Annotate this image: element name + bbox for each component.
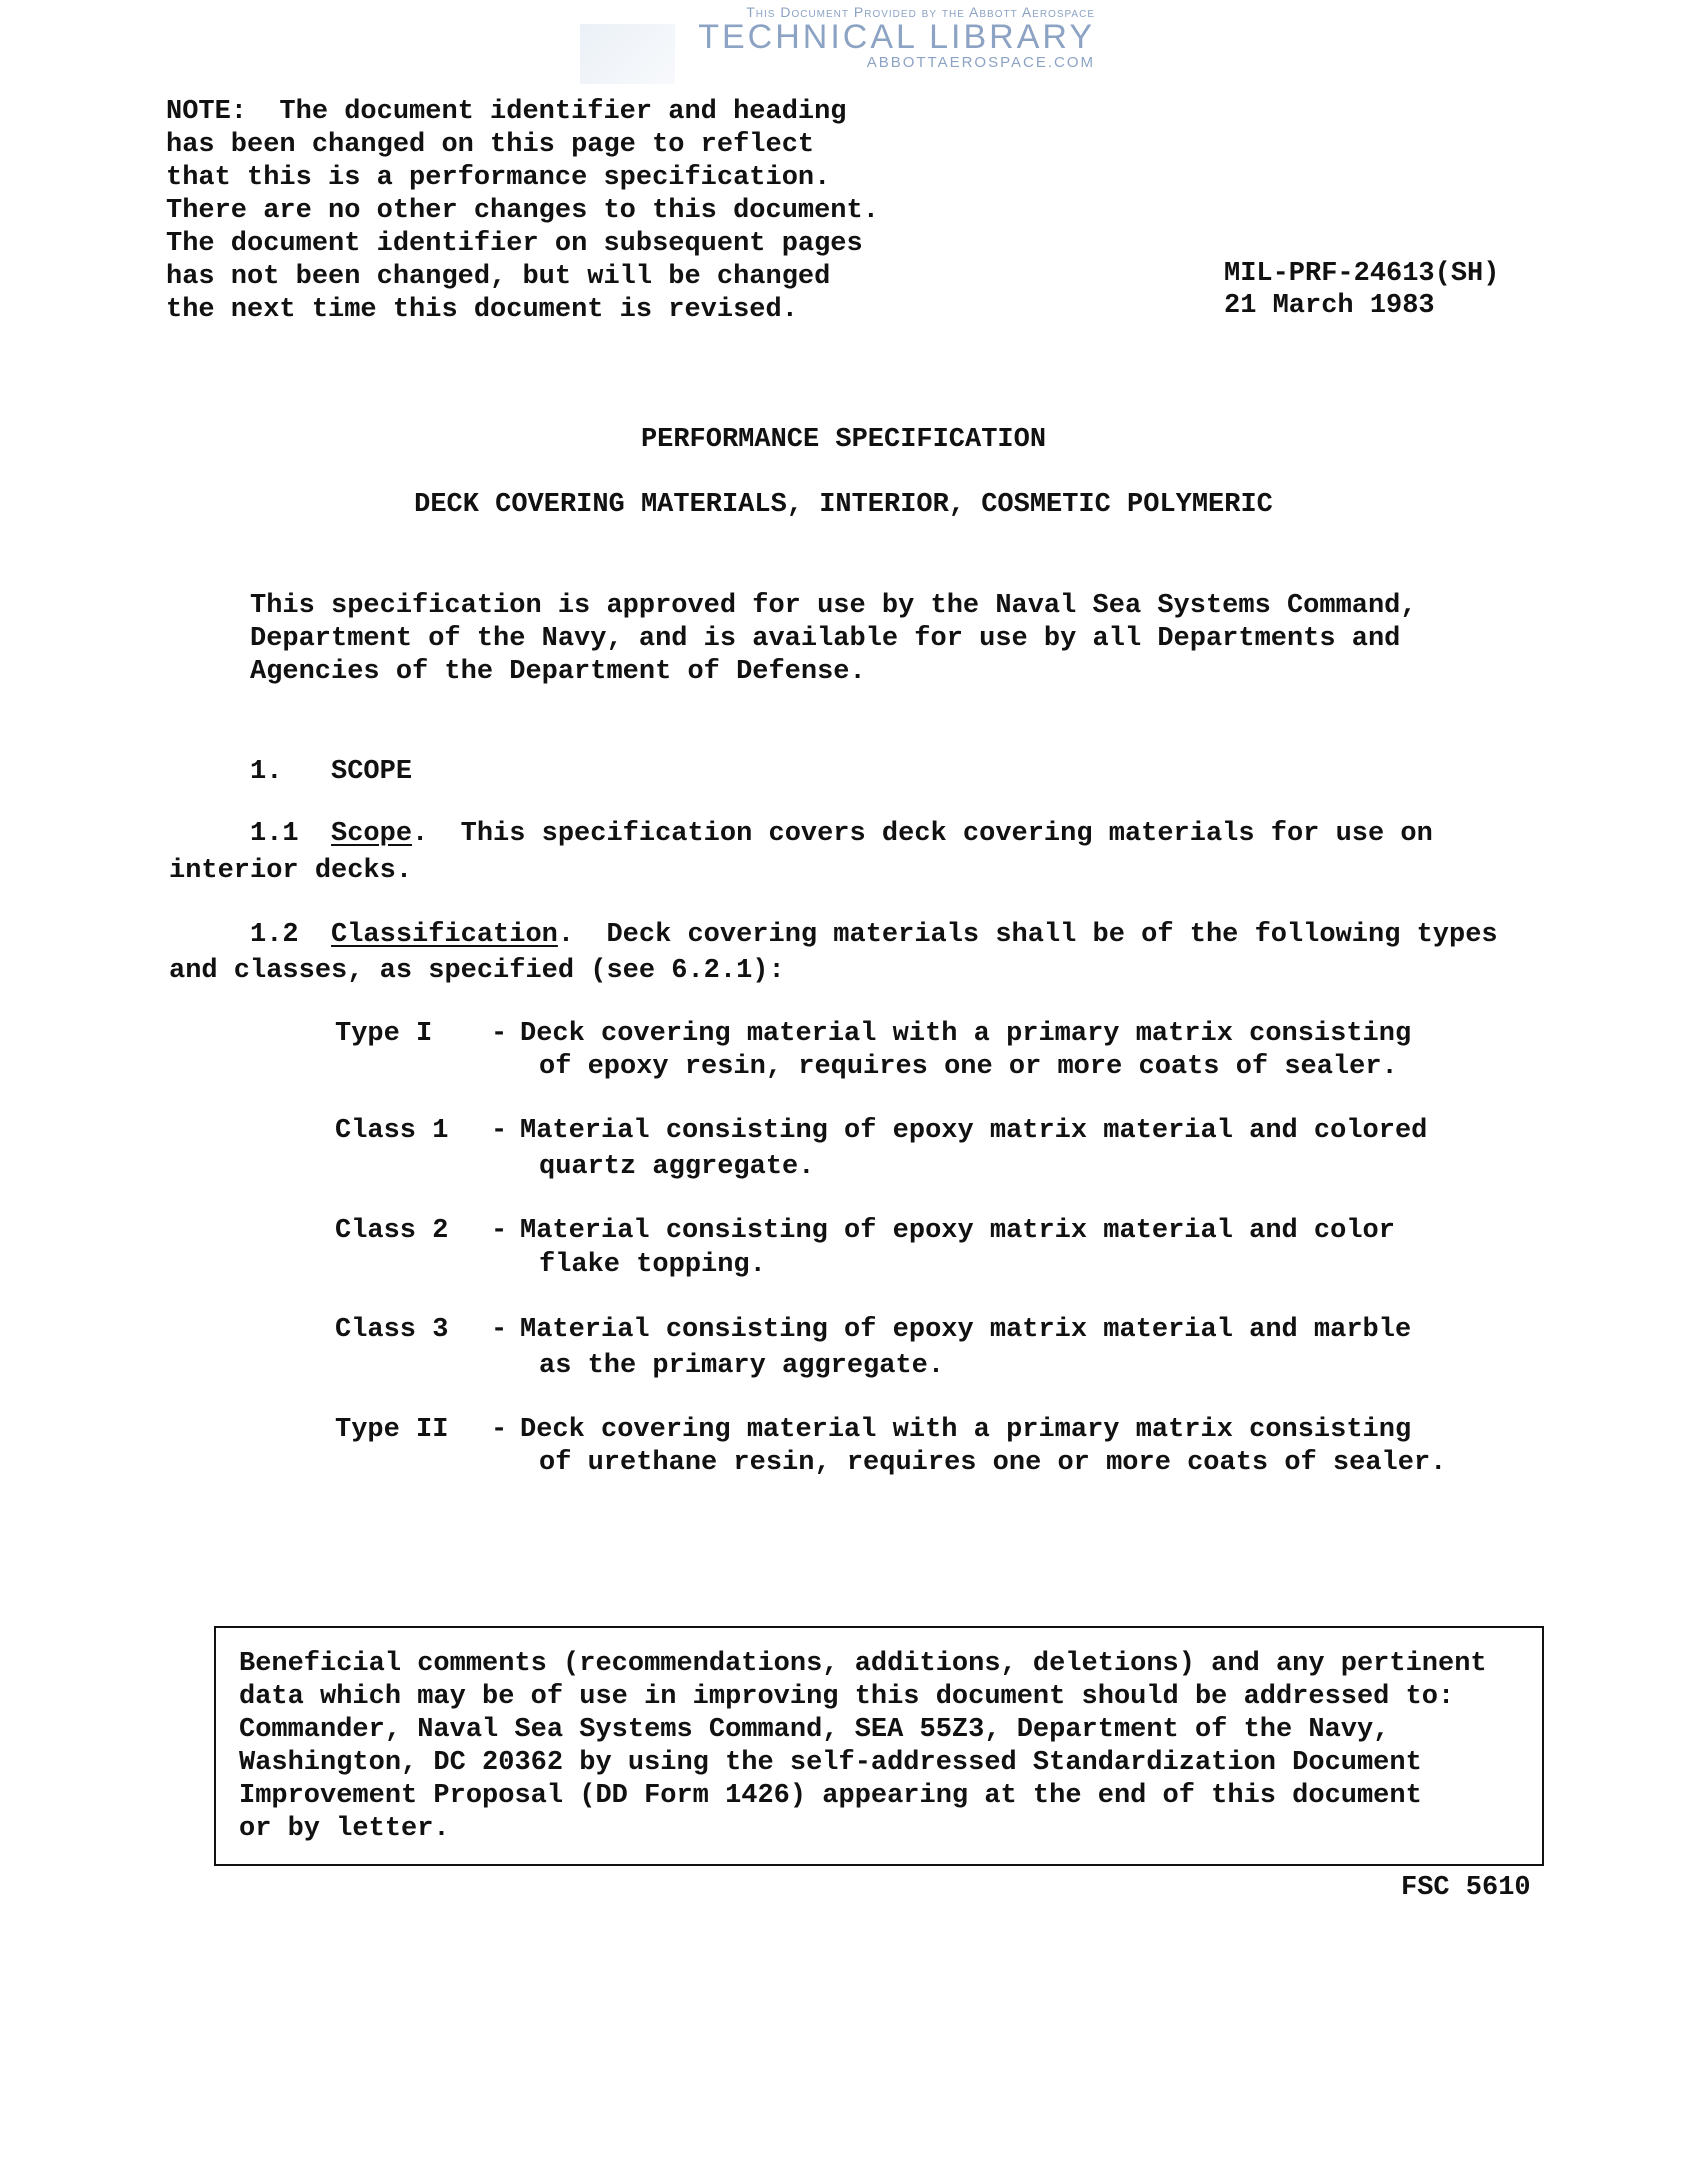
- document-date: 21 March 1983: [1224, 291, 1435, 321]
- comments-line: data which may be of use in improving this document should be addressed to:: [239, 1682, 1455, 1712]
- paragraph-1-2-cont: and classes, as specified (see 6.2.1):: [169, 956, 785, 986]
- paragraph-1-1-cont: interior decks.: [169, 856, 413, 886]
- approval-line: This specification is approved for use by the Naval Sea Systems Command,: [250, 591, 1417, 621]
- type-desc-cont: flake topping.: [539, 1250, 766, 1280]
- type-desc-cont: of urethane resin, requires one or more coats of sealer.: [539, 1448, 1447, 1478]
- type-label: Class 1: [335, 1116, 449, 1146]
- paragraph-1-2: [250, 919, 1498, 952]
- type-desc-cont: as the primary aggregate.: [539, 1351, 945, 1381]
- type-dash: -: [491, 1315, 508, 1345]
- note-line: has not been changed, but will be changed: [166, 262, 831, 292]
- document-identifier: MIL-PRF-24613(SH): [1224, 259, 1500, 289]
- spec-heading: PERFORMANCE SPECIFICATION: [640, 425, 1047, 455]
- comments-line: Improvement Proposal (DD Form 1426) appearing at the end of this document: [239, 1781, 1422, 1811]
- type-label: Class 2: [335, 1216, 449, 1246]
- type-desc-cont: of epoxy resin, requires one or more coats of sealer.: [539, 1052, 1398, 1082]
- type-dash: -: [491, 1216, 508, 1246]
- type-desc: Deck covering material with a primary matrix consisting: [520, 1415, 1412, 1445]
- para-number: 1.1: [250, 819, 299, 849]
- note-line: that this is a performance specification.: [166, 163, 831, 193]
- comments-line: Commander, Naval Sea Systems Command, SEA 55Z3, Department of the Navy,: [239, 1715, 1390, 1745]
- watermark-line1: This Document Provided by the Abbott Aerospace: [746, 4, 1095, 20]
- comments-line: or by letter.: [239, 1814, 450, 1844]
- type-desc: Material consisting of epoxy matrix material and marble: [520, 1315, 1412, 1345]
- watermark-logo: [575, 4, 1095, 71]
- approval-line: Agencies of the Department of Defense.: [250, 657, 866, 687]
- para-title: Classification: [331, 920, 558, 950]
- type-dash: -: [491, 1116, 508, 1146]
- para-number: 1.2: [250, 920, 299, 950]
- type-label: Type I: [335, 1019, 433, 1049]
- note-line: The document identifier on subsequent pages: [166, 229, 863, 259]
- approval-line: Department of the Navy, and is available for use by all Departments and: [250, 624, 1401, 654]
- watermark-line3: ABBOTTAEROSPACE.COM: [866, 54, 1095, 71]
- type-desc: Material consisting of epoxy matrix material and color: [520, 1216, 1395, 1246]
- fsc-code: FSC 5610: [1401, 1873, 1531, 1903]
- document-icon: [580, 24, 675, 84]
- type-desc: Deck covering material with a primary matrix consisting: [520, 1019, 1412, 1049]
- type-desc: Material consisting of epoxy matrix material and colored: [520, 1116, 1428, 1146]
- note-line: NOTE: The document identifier and heading: [166, 97, 847, 127]
- note-line: has been changed on this page to reflect: [166, 130, 815, 160]
- para-title: Scope: [331, 819, 413, 849]
- type-dash: -: [491, 1415, 508, 1445]
- type-label: Class 3: [335, 1315, 449, 1345]
- para-text: . Deck covering materials shall be of the following types: [557, 920, 1498, 950]
- comments-line: Washington, DC 20362 by using the self-addressed Standardization Document: [239, 1748, 1422, 1778]
- spec-title: DECK COVERING MATERIALS, INTERIOR, COSMETIC POLYMERIC: [414, 490, 1273, 520]
- note-line: There are no other changes to this document.: [166, 196, 879, 226]
- para-text: . This specification covers deck covering materials for use on: [412, 819, 1433, 849]
- section-scope-heading: 1. SCOPE: [250, 757, 413, 787]
- comments-line: Beneficial comments (recommendations, additions, deletions) and any pertinent: [239, 1649, 1487, 1679]
- paragraph-1-1: [250, 818, 1433, 851]
- type-desc-cont: quartz aggregate.: [539, 1152, 815, 1182]
- watermark-line2: TECHNICAL LIBRARY: [698, 18, 1095, 56]
- type-dash: -: [491, 1019, 508, 1049]
- type-label: Type II: [335, 1415, 449, 1445]
- note-line: the next time this document is revised.: [166, 295, 798, 325]
